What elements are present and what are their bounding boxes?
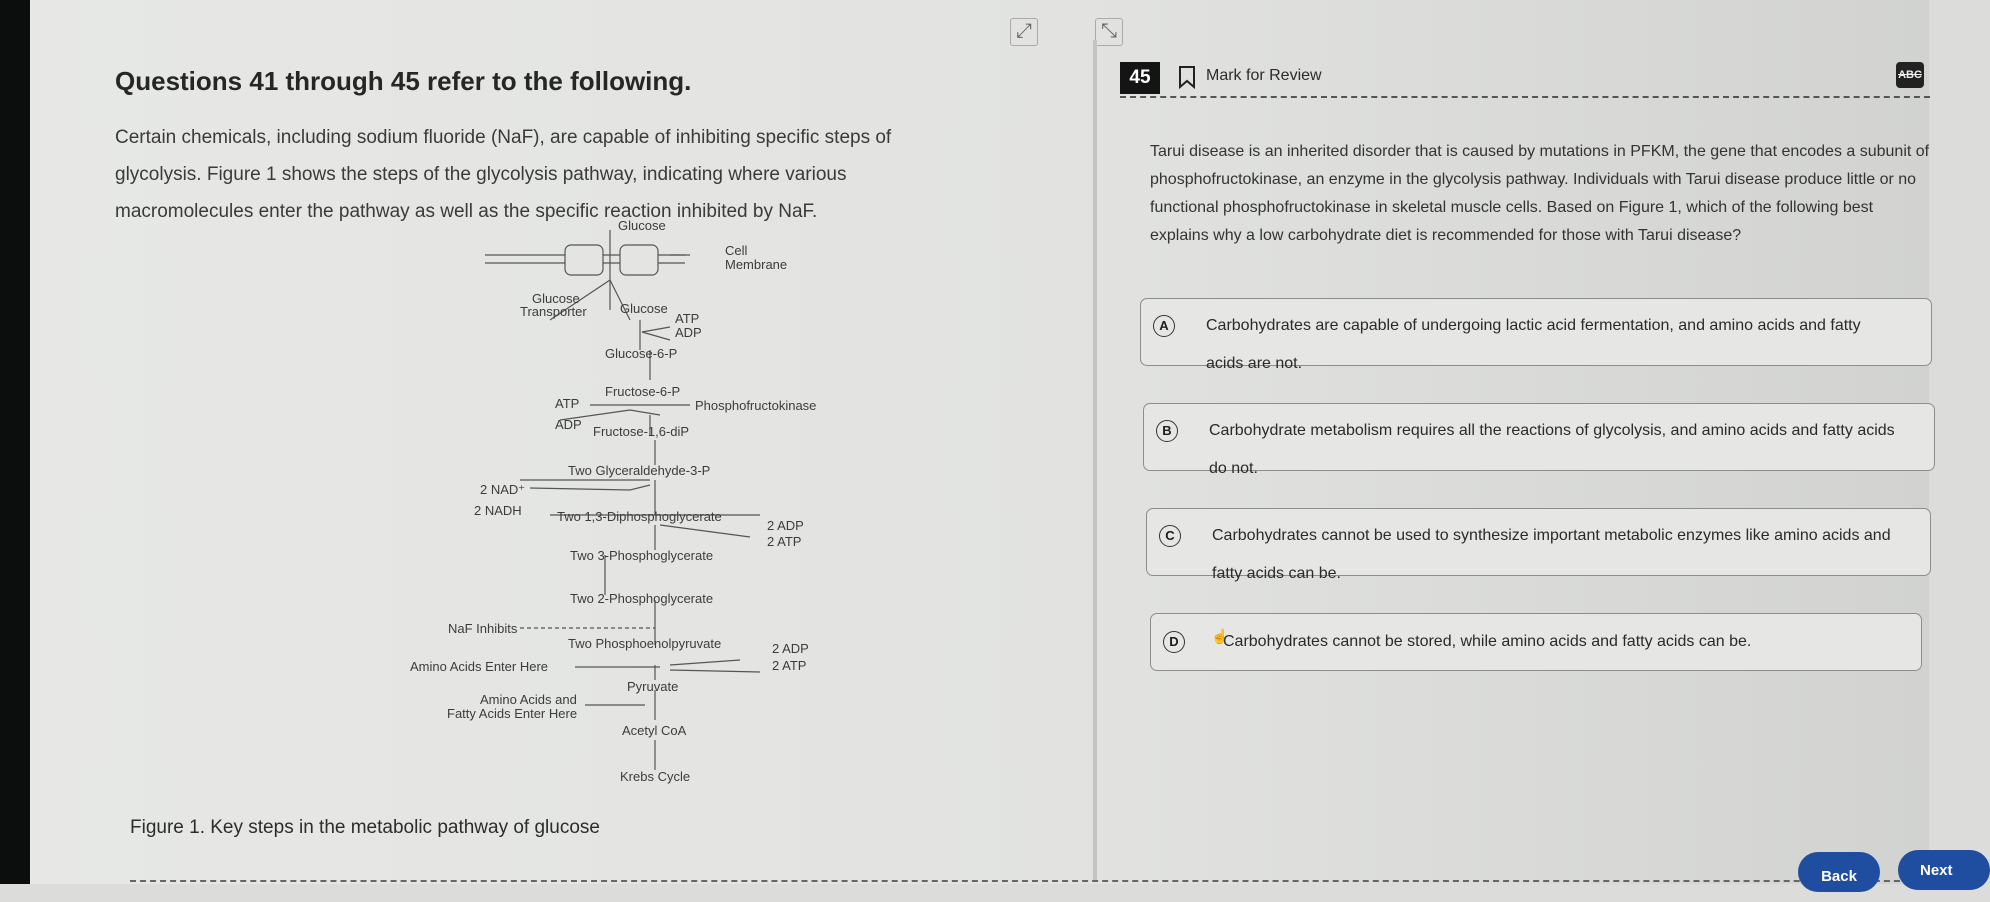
label-nadh: 2 NADH bbox=[474, 503, 522, 518]
label-adp-3: 2 ADP bbox=[767, 518, 804, 533]
label-glucose-transporter-2: Transporter bbox=[520, 304, 587, 319]
test-page bbox=[30, 0, 1953, 885]
back-button[interactable]: Back bbox=[1798, 852, 1880, 892]
label-glucose-transporter-1: Glucose bbox=[532, 291, 580, 306]
choice-text: Carbohydrates cannot be used to synthesize important metabolic enzymes like amino acids and fatty acids can be. bbox=[1212, 527, 1891, 582]
choice-letter: C bbox=[1159, 525, 1181, 547]
passage-pane bbox=[30, 0, 1090, 884]
hand-cursor-icon: ☝ bbox=[1211, 628, 1229, 644]
label-2-phosphoglycerate: Two 2-Phosphoglycerate bbox=[570, 591, 714, 606]
label-phosphofructokinase: Phosphofructokinase bbox=[695, 398, 817, 413]
label-nad: 2 NAD⁺ bbox=[480, 482, 526, 497]
next-button[interactable]: Next bbox=[1898, 850, 1990, 890]
label-adp-4: 2 ADP bbox=[772, 641, 809, 656]
collapse-icon[interactable]: ⤡ bbox=[1095, 18, 1123, 46]
answer-eliminator-button[interactable]: ABC bbox=[1896, 62, 1924, 88]
choice-letter: A bbox=[1153, 315, 1175, 337]
label-atp-3: 2 ATP bbox=[767, 534, 802, 549]
screen-bezel bbox=[0, 0, 30, 884]
label-naf-inhibits: NaF Inhibits bbox=[448, 621, 518, 636]
mark-for-review-label[interactable]: Mark for Review bbox=[1206, 67, 1322, 84]
label-glucose-6-p: Glucose-6-P bbox=[605, 346, 678, 361]
glycolysis-diagram bbox=[30, 210, 817, 810]
choice-letter: B bbox=[1156, 420, 1178, 442]
label-fructose-6-p: Fructose-6-P bbox=[605, 384, 681, 399]
passage-line: Certain chemicals, including sodium fluoride (NaF), are capable of inhibiting specific steps of bbox=[115, 127, 892, 148]
label-adp-2: ADP bbox=[555, 417, 582, 432]
choice-b[interactable] bbox=[1143, 403, 1935, 477]
label-fructose-1-6-dip: Fructose-1,6-diP bbox=[593, 424, 690, 439]
label-cell: Cell bbox=[725, 243, 748, 258]
label-atp-4: 2 ATP bbox=[772, 658, 807, 673]
choice-c[interactable] bbox=[1146, 508, 1931, 582]
passage-line: macromolecules enter the pathway as well as the specific reaction inhibited by NaF. bbox=[115, 201, 818, 222]
choice-text: Carbohydrates are capable of undergoing lactic acid fermentation, and amino acids and fatty acids are not. bbox=[1206, 317, 1861, 372]
header-divider bbox=[1120, 96, 1930, 98]
footer-divider bbox=[130, 880, 1930, 882]
question-header bbox=[1120, 62, 1920, 96]
pane-divider[interactable] bbox=[1093, 40, 1097, 880]
label-atp-2: ATP bbox=[555, 396, 580, 411]
label-membrane: Membrane bbox=[725, 257, 788, 272]
figure-caption: Figure 1. Key steps in the metabolic pathway of glucose bbox=[130, 817, 600, 838]
label-diphosphoglycerate: Two 1,3-Diphosphoglycerate bbox=[557, 509, 722, 524]
question-number: 45 bbox=[1120, 62, 1160, 94]
label-3-phosphoglycerate: Two 3-Phosphoglycerate bbox=[570, 548, 714, 563]
choice-letter: D bbox=[1163, 631, 1185, 653]
label-glucose-inside: Glucose bbox=[620, 301, 668, 316]
label-krebs-cycle: Krebs Cycle bbox=[620, 769, 691, 784]
label-phosphoenolpyruvate: Two Phosphoenolpyruvate bbox=[568, 636, 722, 651]
label-adp-1: ADP bbox=[675, 325, 702, 340]
label-acetyl-coa: Acetyl CoA bbox=[622, 723, 687, 738]
choice-a[interactable] bbox=[1140, 298, 1932, 372]
label-amino-fatty-2: Fatty Acids Enter Here bbox=[447, 706, 578, 721]
label-glucose-top: Glucose bbox=[618, 218, 666, 233]
label-glyceraldehyde-3-p: Two Glyceraldehyde-3-P bbox=[568, 463, 711, 478]
label-pyruvate: Pyruvate bbox=[627, 679, 679, 694]
label-amino-acids-enter: Amino Acids Enter Here bbox=[410, 659, 549, 674]
expand-icon[interactable]: ⤢ bbox=[1010, 18, 1038, 46]
passage-heading: Questions 41 through 45 refer to the following. bbox=[115, 66, 692, 96]
label-atp-1: ATP bbox=[675, 311, 700, 326]
bookmark-icon[interactable] bbox=[1178, 65, 1196, 89]
choice-text: Carbohydrates cannot be stored, while amino acids and fatty acids can be. bbox=[1223, 633, 1752, 650]
question-stem: Tarui disease is an inherited disorder that is caused by mutations in PFKM, the gene that encodes a subunit of phosphofructokinase, an enzyme in the glycolysis pathway. Individuals with Tarui disease produce little or no functional phosphofructokinase in skeletal muscle cells. Based on Figure 1, which of the following best explains why a low carbohydrate diet is recommended for those with Tarui disease? bbox=[1150, 143, 1930, 244]
choice-d[interactable] bbox=[1150, 613, 1922, 671]
label-amino-fatty-1: Amino Acids and bbox=[480, 692, 577, 707]
choice-text: Carbohydrate metabolism requires all the reactions of glycolysis, and amino acids and fatty acids do not. bbox=[1209, 422, 1895, 477]
passage-line: glycolysis. Figure 1 shows the steps of the glycolysis pathway, indicating where various bbox=[115, 164, 847, 185]
